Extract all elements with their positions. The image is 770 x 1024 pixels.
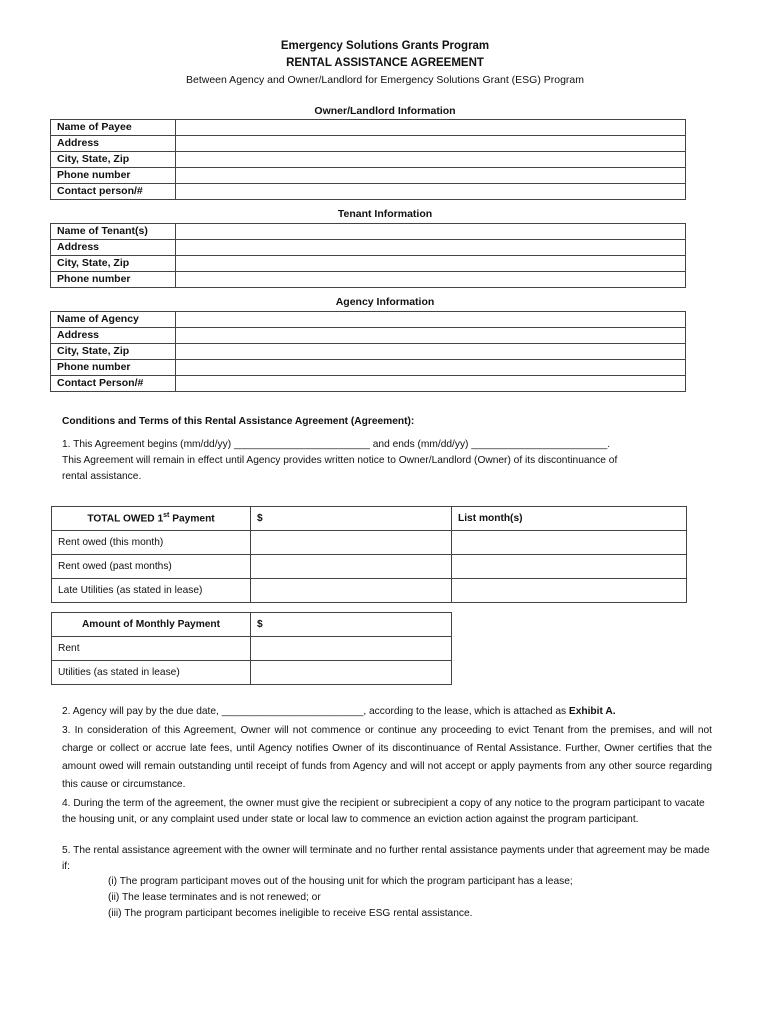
rent-past-months-months[interactable] <box>452 555 687 579</box>
owner-section-heading: Owner/Landlord Information <box>314 105 456 117</box>
agreement-effect-line: This Agreement will remain in effect until Agency provides written notice to Owner/Landlord (Owner) of its discontinuance of <box>62 455 618 466</box>
agency-field-city[interactable] <box>176 344 686 360</box>
owner-field-phone[interactable] <box>176 168 686 184</box>
list-months-header: List month(s) <box>452 507 687 531</box>
term-4: 4. During the term of the agreement, the owner must give the recipient or subrecipient a copy of any notice to the program participant to vacate the housing unit, or any complaint used under state or local law to commence an eviction action against the program participant. <box>62 798 705 825</box>
owner-field-address[interactable] <box>176 136 686 152</box>
program-title: Emergency Solutions Grants Program <box>280 40 490 52</box>
rent-past-months-amount[interactable] <box>251 555 452 579</box>
term-5-i: (i) The program participant moves out of the housing unit for which the program participant has a lease; <box>108 876 573 887</box>
tenant-label-address: Address <box>57 241 100 253</box>
agency-label-city: City, State, Zip <box>57 345 130 357</box>
agency-info-table <box>50 311 686 392</box>
agency-field-contact[interactable] <box>176 376 686 392</box>
owner-label-contact: Contact person/# <box>57 185 143 197</box>
owner-labels <box>51 120 176 136</box>
row-label-late-utilities: Late Utilities (as stated in lease) <box>52 579 251 603</box>
owner-field-city[interactable] <box>176 152 686 168</box>
tenant-info-table <box>50 223 686 288</box>
owner-field-contact[interactable] <box>176 184 686 200</box>
agreement-dates-line: 1. This Agreement begins (mm/dd/yy) ________________________ and ends (mm/dd/yy) ________________________. <box>62 439 611 450</box>
term-2: 2. Agency will pay by the due date, _________________________, according to the lease, which is attached as Exhibit A. <box>62 706 616 717</box>
owner-field-payee[interactable] <box>176 120 686 136</box>
row-label-rent: Rent <box>52 637 251 661</box>
owner-label-payee: Name of Payee <box>57 121 132 133</box>
owner-label-phone: Phone number <box>57 169 131 181</box>
tenant-field-name[interactable] <box>176 224 686 240</box>
late-utilities-amount[interactable] <box>251 579 452 603</box>
tenant-field-phone[interactable] <box>176 272 686 288</box>
term-5-iii: (iii) The program participant becomes ineligible to receive ESG rental assistance. <box>108 908 473 919</box>
agency-label-address: Address <box>57 329 100 341</box>
rent-this-month-amount[interactable] <box>251 531 452 555</box>
row-label-rent-this-month: Rent owed (this month) <box>52 531 251 555</box>
rent-amount[interactable] <box>251 637 452 661</box>
agency-field-address[interactable] <box>176 328 686 344</box>
owner-label-address: Address <box>57 137 100 149</box>
term-5-ii: (ii) The lease terminates and is not renewed; or <box>108 892 321 903</box>
utilities-amount[interactable] <box>251 661 452 685</box>
agency-label-contact: Contact Person/# <box>57 377 144 389</box>
monthly-payment-table <box>51 612 452 685</box>
agency-field-name[interactable] <box>176 312 686 328</box>
total-owed-table <box>51 506 687 603</box>
agency-section-heading: Agency Information <box>335 296 435 308</box>
agreement-effect-line-2: rental assistance. <box>62 471 142 482</box>
owner-label-city: City, State, Zip <box>57 153 130 165</box>
agency-label-phone: Phone number <box>57 361 131 373</box>
tenant-label-phone: Phone number <box>57 273 131 285</box>
term-5: 5. The rental assistance agreement with the owner will terminate and no further rental assistance payments under that agreement may be made if: <box>62 845 710 872</box>
monthly-payment-header: Amount of Monthly Payment <box>52 613 251 637</box>
late-utilities-months[interactable] <box>452 579 687 603</box>
term-3: 3. In consideration of this Agreement, Owner will not commence or continue any proceeding to evict Tenant from the premises, and will not charge or collect or accrue late fees, until Agency notifies Owner of its discontinuance of Rental Assistance. Further, Owner certifies that the amount owed will remain outstanding until receipt of funds from Agency and will not accept or apply payments from any other source regarding this cause or circumstance. <box>62 725 712 790</box>
tenant-field-city[interactable] <box>176 256 686 272</box>
agreement-title: RENTAL ASSISTANCE AGREEMENT <box>286 57 484 69</box>
monthly-payment-amount-header: $ <box>251 613 452 637</box>
row-label-utilities: Utilities (as stated in lease) <box>52 661 251 685</box>
tenant-label-city: City, State, Zip <box>57 257 130 269</box>
agency-field-phone[interactable] <box>176 360 686 376</box>
agency-label-name: Name of Agency <box>57 313 139 325</box>
tenant-label-name: Name of Tenant(s) <box>57 225 148 237</box>
total-owed-header: TOTAL OWED 1st Payment <box>52 507 251 531</box>
tenant-field-address[interactable] <box>176 240 686 256</box>
conditions-heading: Conditions and Terms of this Rental Assistance Agreement (Agreement): <box>62 416 415 427</box>
owner-info-table <box>50 119 686 200</box>
total-owed-amount-header: $ <box>251 507 452 531</box>
row-label-rent-past-months: Rent owed (past months) <box>52 555 251 579</box>
rent-this-month-months[interactable] <box>452 531 687 555</box>
tenant-section-heading: Tenant Information <box>337 208 433 220</box>
agreement-subtitle: Between Agency and Owner/Landlord for Emergency Solutions Grant (ESG) Program <box>185 74 585 86</box>
